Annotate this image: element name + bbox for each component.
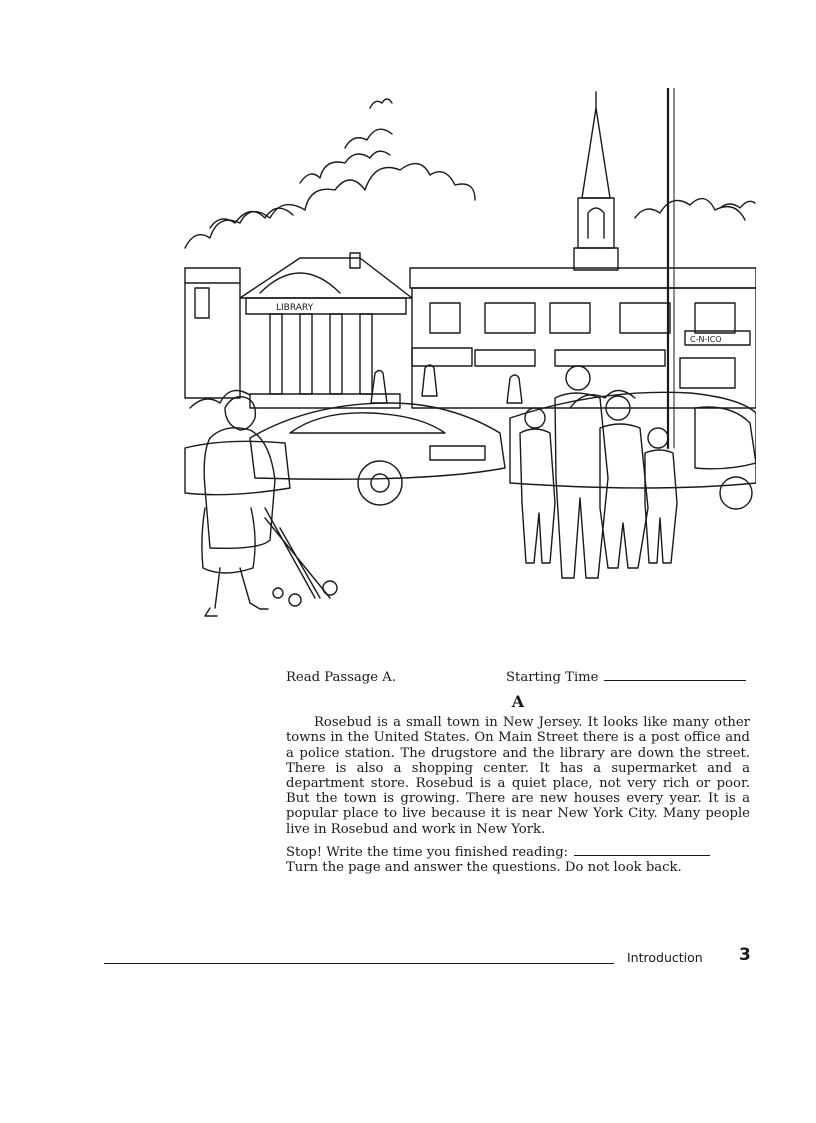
family-walking — [520, 366, 677, 578]
starting-time-field — [506, 670, 746, 685]
footer-rule — [104, 963, 614, 964]
stop-instruction — [286, 845, 750, 860]
instructions-row — [286, 668, 750, 688]
finish-time-blank — [574, 854, 710, 856]
woman-with-stroller — [202, 397, 337, 616]
turn-page-instruction: Turn the page and answer the questions. Do not look back. — [286, 860, 682, 876]
storefront-building — [410, 268, 756, 408]
starting-time-label: Starting Time — [506, 670, 599, 685]
town-scene-illustration — [180, 88, 756, 628]
passage-text: Rosebud is a small town in New Jersey. It looks like many other towns in the United States. On Main Street there is a post office and a police station. The drugstore and the library are down the street. There is also a shopping center. It has a supermarket and a department store. Rosebud is a quiet place, not very rich or poor. But the town is growing. There are new houses every year. It is a popular place to live because it is near New York City. Many people live in Rosebud and work in New York. — [286, 715, 750, 837]
page-number: 3 — [739, 945, 751, 965]
store-sign: C-N-ICO — [690, 335, 722, 344]
library-sign: LIBRARY — [276, 303, 314, 313]
passage-heading: A — [511, 692, 525, 711]
starting-time-blank — [604, 679, 746, 681]
pedestrians — [371, 365, 522, 403]
after-reading-instructions — [286, 845, 750, 875]
read-passage-instruction: Read Passage A. — [286, 670, 396, 685]
left-building — [185, 268, 240, 398]
footer-section-title: Introduction — [627, 950, 703, 965]
reading-exercise — [286, 668, 750, 875]
stop-instruction-text: Stop! Write the time you finished reading: — [286, 844, 569, 860]
library-building — [240, 253, 412, 408]
church-steeple — [574, 92, 618, 270]
cars — [185, 392, 756, 509]
